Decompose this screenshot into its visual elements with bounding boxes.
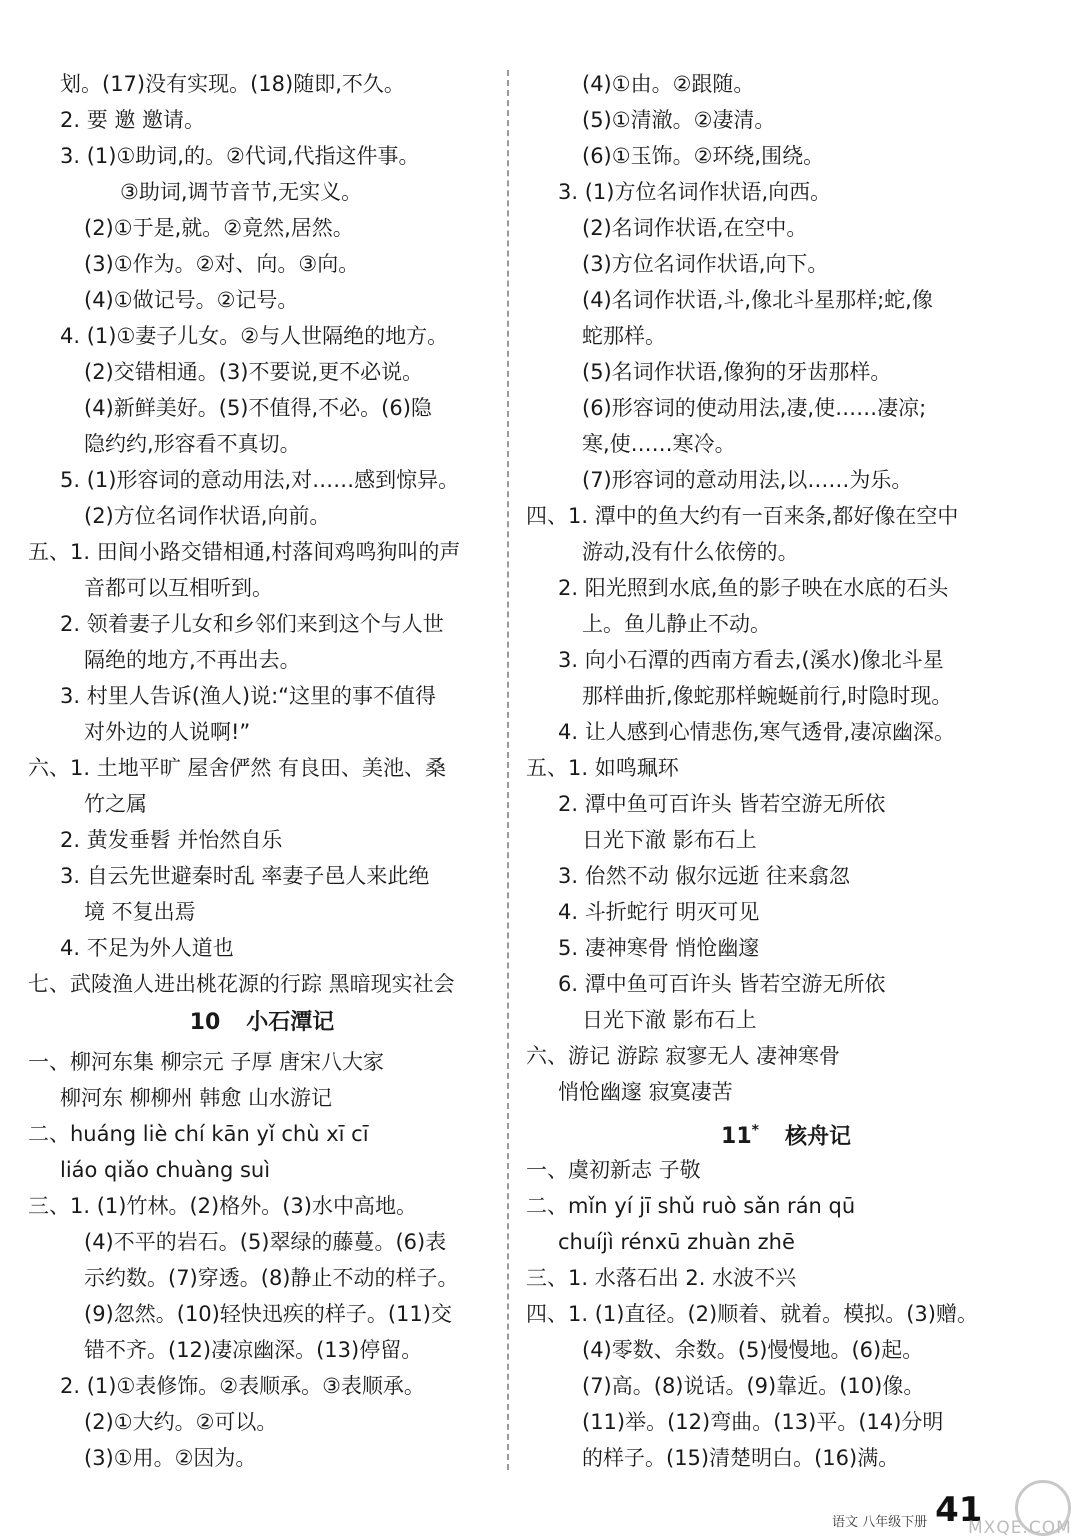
answer-line: 3. (1)方位名词作状语,向西。 — [558, 180, 832, 204]
answer-line: (2)①大约。②可以。 — [84, 1410, 278, 1434]
section-name: 小石潭记 — [246, 1010, 335, 1035]
answer-line: 6. 潭中鱼可百许头 皆若空游无所依 — [558, 972, 886, 996]
answer-line: 一、虞初新志 子敬 — [526, 1158, 701, 1182]
answer-line: (4)新鲜美好。(5)不值得,不必。(6)隐 — [84, 396, 432, 420]
answer-line: 悄怆幽邃 寂寞凄苦 — [558, 1080, 733, 1104]
answer-line: 5. 凄神寒骨 悄怆幽邃 — [558, 936, 760, 960]
answer-line: 隐约约,形容看不真切。 — [84, 432, 301, 456]
answer-line: (2)方位名词作状语,向前。 — [84, 504, 331, 528]
answer-line: 上。鱼儿静止不动。 — [582, 612, 771, 636]
column-divider — [507, 70, 509, 1470]
answer-line: 4. (1)①妻子儿女。②与人世隔绝的地方。 — [60, 324, 449, 348]
answer-line: (9)忽然。(10)轻快迅疾的样子。(11)交 — [84, 1302, 452, 1326]
answer-line: 3. 佁然不动 俶尔远逝 往来翕忽 — [558, 864, 851, 888]
answer-line: (2)名词作状语,在空中。 — [582, 216, 808, 240]
answer-line: 竹之属 — [84, 792, 147, 816]
right-column — [526, 66, 1046, 1476]
answer-line: 三、1. (1)竹林。(2)格外。(3)水中高地。 — [28, 1194, 417, 1218]
right-answers — [526, 66, 1046, 1110]
answer-line: 柳河东 柳柳州 韩愈 山水游记 — [60, 1086, 333, 1110]
page-number: 41 — [935, 1490, 983, 1530]
answer-line: 的样子。(15)清楚明白。(16)满。 — [582, 1446, 900, 1470]
section-11-answers — [526, 1152, 1046, 1476]
answer-line: 4. 斗折蛇行 明灭可见 — [558, 900, 760, 924]
answer-line: 2. 要 邀 邀请。 — [60, 108, 206, 132]
answer-line: (7)高。(8)说话。(9)靠近。(10)像。 — [582, 1374, 925, 1398]
left-column — [28, 66, 496, 1476]
answer-line: 3. 村里人告诉(渔人)说:“这里的事不值得 — [60, 684, 437, 708]
answer-line: 蛇那样。 — [582, 324, 666, 348]
answer-line: 2. 阳光照到水底,鱼的影子映在水底的石头 — [558, 576, 949, 600]
answer-line: 五、1. 如鸣珮环 — [526, 756, 679, 780]
answer-line: 4. 让人感到心情悲伤,寒气透骨,凄凉幽深。 — [558, 720, 956, 744]
answer-line: 七、武陵渔人进出桃花源的行踪 黑暗现实社会 — [28, 972, 455, 996]
answer-line: (6)形容词的使动用法,凄,使……凄凉; — [582, 396, 927, 420]
answer-line: 2. 领着妻子儿女和乡邻们来到这个与人世 — [60, 612, 444, 636]
answer-line: 寒,使……寒冷。 — [582, 432, 736, 456]
answer-line: 六、游记 游踪 寂寥无人 凄神寒骨 — [526, 1044, 841, 1068]
answer-line: 音都可以互相听到。 — [84, 576, 273, 600]
answer-line: 日光下澈 影布石上 — [582, 828, 757, 852]
answer-line: 3. 向小石潭的西南方看去,(溪水)像北斗星 — [558, 648, 944, 672]
answer-line: 2. 黄发垂髫 并怡然自乐 — [60, 828, 283, 852]
answer-line: chuíjì rénxū zhuàn zhē — [558, 1230, 795, 1254]
answer-line: 隔绝的地方,不再出去。 — [84, 648, 301, 672]
answer-line: 四、1. (1)直径。(2)顺着、就着。模拟。(3)赠。 — [526, 1302, 978, 1326]
answer-line: (4)零数、余数。(5)慢慢地。(6)起。 — [582, 1338, 924, 1362]
answer-line: 那样曲折,像蛇那样蜿蜒前行,时隐时现。 — [582, 684, 953, 708]
answer-line: (5)①清澈。②凄清。 — [582, 108, 776, 132]
answer-line: 四、1. 潭中的鱼大约有一百来条,都好像在空中 — [526, 504, 959, 528]
section-number: 10 — [189, 1010, 221, 1035]
answer-line: (3)①用。②因为。 — [84, 1446, 257, 1470]
answer-line: 3. (1)①助词,的。②代词,代指这件事。 — [60, 144, 420, 168]
answer-line: (3)方位名词作状语,向下。 — [582, 252, 829, 276]
answer-line: (4)①做记号。②记号。 — [84, 288, 299, 312]
answer-line: 境 不复出焉 — [84, 900, 196, 924]
answer-line: (2)交错相通。(3)不要说,更不必说。 — [84, 360, 424, 384]
answer-line: 三、1. 水落石出 2. 水波不兴 — [526, 1266, 797, 1290]
section-10-answers — [28, 1044, 496, 1476]
watermark-text: MXQE.COM — [968, 1518, 1072, 1538]
answer-line: (6)①玉饰。②环绕,围绕。 — [582, 144, 825, 168]
answer-line: 划。(17)没有实现。(18)随即,不久。 — [60, 72, 405, 96]
answer-line: (3)①作为。②对、向。③向。 — [84, 252, 360, 276]
section-title-11 — [526, 1110, 1046, 1152]
answer-line: (5)名词作状语,像狗的牙齿那样。 — [582, 360, 892, 384]
answer-line: 游动,没有什么依傍的。 — [582, 540, 799, 564]
section-title-10 — [28, 1002, 496, 1044]
section-name: 核舟记 — [784, 1124, 851, 1150]
answer-line: 日光下澈 影布石上 — [582, 1008, 757, 1032]
left-answers — [28, 66, 496, 1002]
answer-line: 5. (1)形容词的意动用法,对……感到惊异。 — [60, 468, 460, 492]
subject-grade-label: 语文 八年级下册 — [832, 1515, 928, 1530]
answer-line: 二、mǐn yí jī shǔ ruò sǎn rán qū — [526, 1194, 856, 1218]
answer-line: (7)形容词的意动用法,以……为乐。 — [582, 468, 913, 492]
answer-line: 六、1. 土地平旷 屋舍俨然 有良田、美池、桑 — [28, 756, 447, 780]
answer-line: 对外边的人说啊!” — [84, 720, 251, 744]
section-number — [721, 1124, 759, 1149]
answer-line: ③助词,调节音节,无实义。 — [120, 180, 363, 204]
optional-mark: * — [751, 1123, 759, 1139]
page-footer — [832, 1490, 982, 1534]
answer-line: 五、1. 田间小路交错相通,村落间鸡鸣狗叫的声 — [28, 540, 461, 564]
answer-line: (11)举。(12)弯曲。(13)平。(14)分明 — [582, 1410, 944, 1434]
answer-line: 4. 不足为外人道也 — [60, 936, 234, 960]
answer-line: 一、柳河东集 柳宗元 子厚 唐宋八大家 — [28, 1050, 385, 1074]
answer-line: liáo qiǎo chuàng suì — [60, 1158, 271, 1182]
answer-line: 3. 自云先世避秦时乱 率妻子邑人来此绝 — [60, 864, 430, 888]
answer-line: 2. 潭中鱼可百许头 皆若空游无所依 — [558, 792, 886, 816]
answer-line: 示约数。(7)穿透。(8)静止不动的样子。 — [84, 1266, 459, 1290]
section-number-value: 11 — [721, 1124, 752, 1150]
answer-line: 二、huáng liè chí kān yǐ chù xī cī — [28, 1122, 369, 1146]
answer-line: 错不齐。(12)凄凉幽深。(13)停留。 — [84, 1338, 423, 1362]
answer-line: (4)不平的岩石。(5)翠绿的藤蔓。(6)表 — [84, 1230, 447, 1254]
answer-line: (4)①由。②跟随。 — [582, 72, 755, 96]
answer-line: 2. (1)①表修饰。②表顺承。③表顺承。 — [60, 1374, 425, 1398]
answer-line: (2)①于是,就。②竟然,居然。 — [84, 216, 354, 240]
answer-line: (4)名词作状语,斗,像北斗星那样;蛇,像 — [582, 288, 933, 312]
